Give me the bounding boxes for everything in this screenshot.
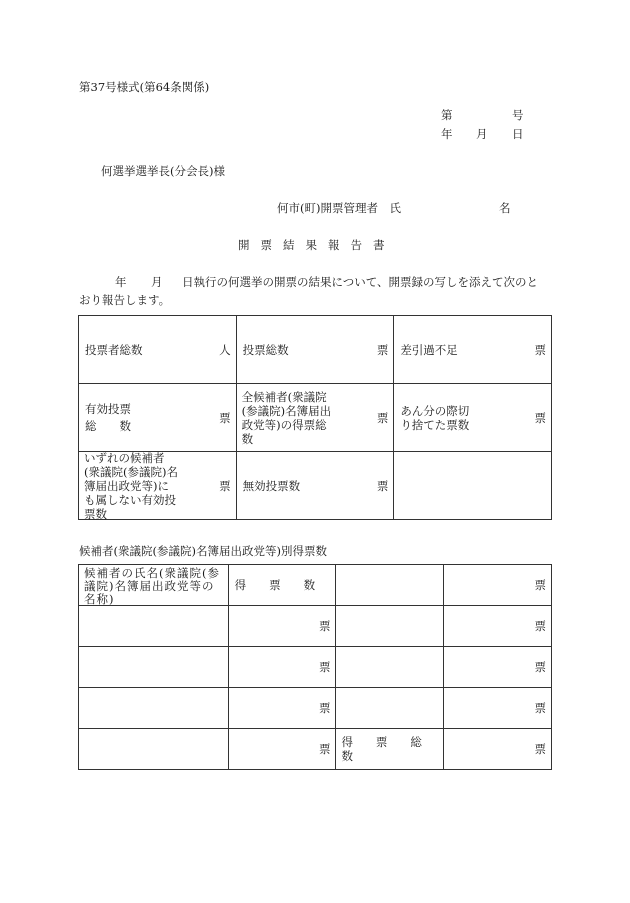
total-votes-cell bbox=[444, 729, 552, 770]
votes-cell bbox=[444, 688, 552, 729]
candidates-total-label: 全候補者(衆議院(参議院)名簿届出政党等)の得票総数 bbox=[241, 389, 332, 446]
unit-label: 票 bbox=[318, 619, 331, 633]
addressee: 何選挙選挙長(分会長)様 bbox=[101, 164, 225, 178]
date-year: 年 bbox=[441, 127, 453, 141]
candidate-name-header-text: 候補者の氏名(衆議院(参議院)名簿届出政党等の名称) bbox=[84, 566, 220, 606]
empty-cell bbox=[394, 452, 552, 520]
votes-cell bbox=[228, 688, 336, 729]
candidate-name-cell bbox=[79, 606, 229, 647]
table-row bbox=[79, 688, 552, 729]
table-row bbox=[79, 452, 552, 520]
votes-header bbox=[228, 565, 336, 606]
votes-cell bbox=[228, 647, 336, 688]
ballots-total-cell bbox=[236, 316, 394, 384]
unit-label: 票 bbox=[534, 578, 546, 592]
unit-label: 票 bbox=[318, 701, 331, 715]
sender-title: 何市(町)開票管理者 氏 bbox=[277, 201, 401, 215]
unit-label: 票 bbox=[318, 742, 331, 756]
unaffiliated-valid-cell bbox=[79, 452, 237, 520]
date-day: 日 bbox=[512, 127, 524, 141]
body-month: 月 bbox=[151, 275, 163, 289]
unit-label: 人 bbox=[219, 342, 231, 357]
form-number: 第37号様式(第64条関係) bbox=[79, 80, 210, 94]
body-year: 年 bbox=[115, 275, 127, 289]
unit-label: 票 bbox=[534, 410, 546, 425]
unit-label: 票 bbox=[534, 342, 546, 357]
votes-cell bbox=[444, 647, 552, 688]
unit-label: 票 bbox=[219, 478, 231, 493]
table-row bbox=[79, 384, 552, 452]
ballots-total-label: 投票総数 bbox=[242, 342, 289, 357]
body-text: 日執行の何選挙の開票の結果について、開票録の写しを添えて次のと bbox=[182, 275, 539, 289]
difference-cell bbox=[394, 316, 552, 384]
unit-label: 票 bbox=[534, 619, 546, 633]
invalid-votes-label: 無効投票数 bbox=[242, 478, 301, 493]
unit-label: 票 bbox=[534, 660, 546, 674]
valid-votes-cell bbox=[79, 384, 237, 452]
votes-cell bbox=[444, 606, 552, 647]
valid-votes-label bbox=[85, 401, 131, 435]
candidate-name-cell bbox=[336, 647, 444, 688]
voters-total-cell bbox=[79, 316, 237, 384]
unit-label: 票 bbox=[376, 478, 389, 493]
section-title: 候補者(衆議院(参議院)名簿届出政党等)別得票数 bbox=[79, 544, 327, 558]
table-header-row bbox=[79, 565, 552, 606]
unit-label: 票 bbox=[376, 342, 389, 357]
votes-cell bbox=[228, 606, 336, 647]
candidate-name-header bbox=[79, 565, 229, 606]
candidate-name-cell bbox=[336, 606, 444, 647]
valid-votes-label-line2: 総 数 bbox=[85, 418, 131, 433]
unit-label: 票 bbox=[219, 410, 231, 425]
unit-label: 票 bbox=[534, 701, 546, 715]
unit-label: 票 bbox=[534, 742, 546, 756]
unit-label: 票 bbox=[376, 410, 389, 425]
empty-cell bbox=[336, 565, 444, 606]
table-row bbox=[79, 316, 552, 384]
valid-votes-label-line1: 有効投票 bbox=[85, 401, 131, 416]
total-votes-label-cell bbox=[336, 729, 444, 770]
votes-cell bbox=[444, 565, 552, 606]
votes-table bbox=[78, 564, 552, 770]
document-title: 開票結果報告書 bbox=[238, 238, 396, 252]
total-votes-label: 得 票 総 数 bbox=[341, 735, 445, 763]
sender-name-suffix: 名 bbox=[499, 201, 511, 215]
votes-cell bbox=[228, 729, 336, 770]
date-month: 月 bbox=[476, 127, 488, 141]
table-row bbox=[79, 647, 552, 688]
candidate-name-cell bbox=[79, 729, 229, 770]
voters-total-label: 投票者総数 bbox=[85, 342, 143, 357]
rounded-off-label: あん分の際切り捨てた票数 bbox=[400, 403, 470, 432]
candidate-name-cell bbox=[79, 647, 229, 688]
unit-label: 票 bbox=[318, 660, 331, 674]
candidate-name-cell bbox=[79, 688, 229, 729]
summary-table bbox=[78, 315, 552, 520]
document-number-suffix: 号 bbox=[512, 108, 524, 122]
votes-header-label: 得 票 数 bbox=[234, 578, 316, 592]
unaffiliated-valid-label: いずれの候補者(衆議院(参議院)名簿届出政党等)にも属しない有効投票数 bbox=[84, 450, 178, 521]
body-line-2: おり報告します。 bbox=[79, 293, 171, 307]
candidate-name-cell bbox=[336, 688, 444, 729]
invalid-votes-cell bbox=[236, 452, 394, 520]
rounded-off-cell bbox=[394, 384, 552, 452]
table-row bbox=[79, 606, 552, 647]
table-row bbox=[79, 729, 552, 770]
difference-label: 差引過不足 bbox=[400, 342, 458, 357]
document-number-label: 第 bbox=[441, 108, 453, 122]
candidates-total-cell bbox=[236, 384, 394, 452]
